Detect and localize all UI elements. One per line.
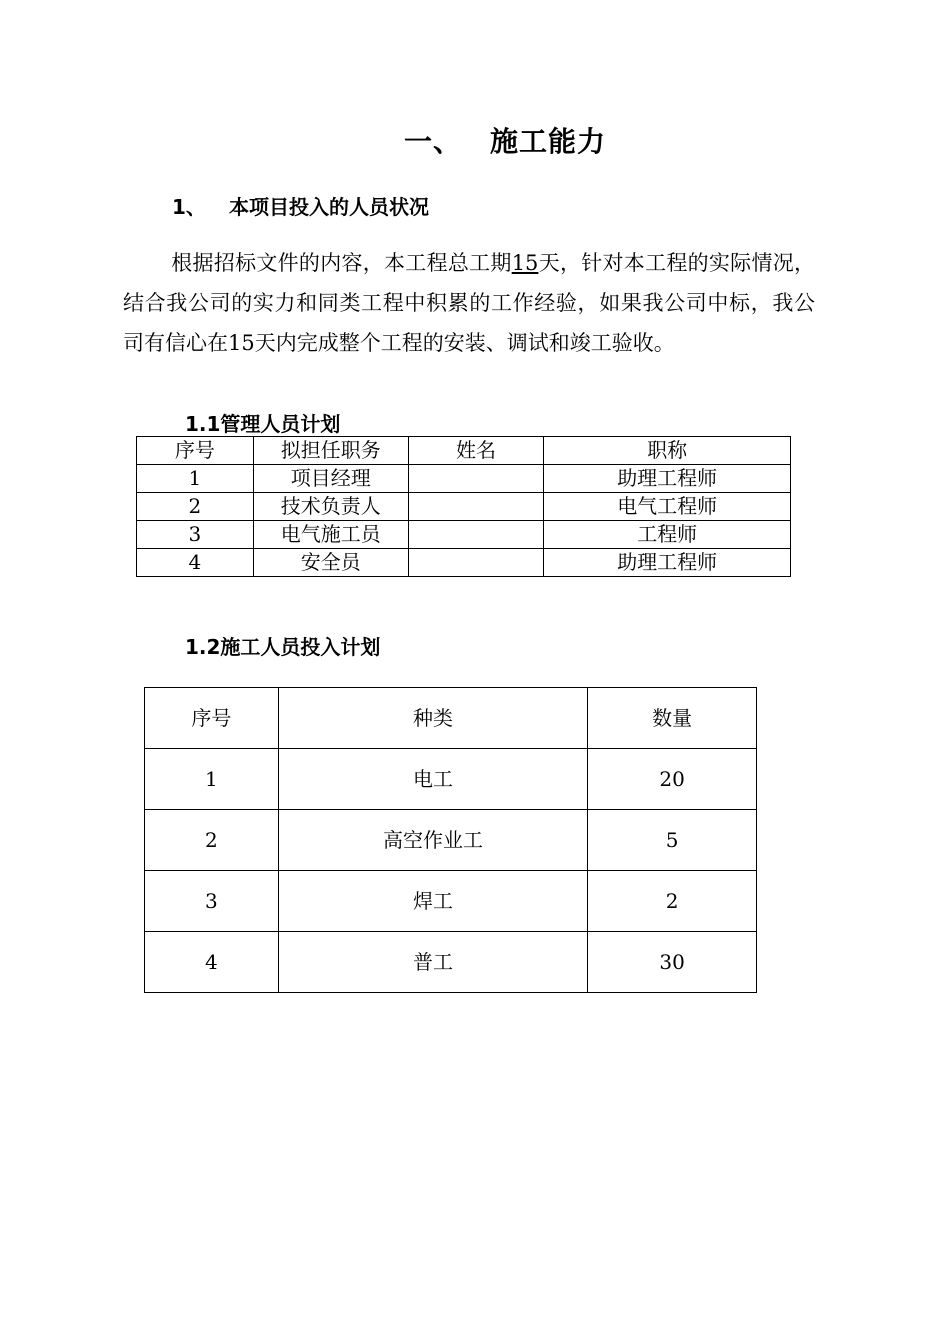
table-cell: 4: [137, 549, 254, 577]
section-heading: [0, 122, 950, 162]
table-cell: 3: [145, 871, 279, 932]
header-cell: 数量: [588, 688, 757, 749]
labor-plan-table: [144, 687, 757, 993]
table-cell: 1: [137, 465, 254, 493]
table-cell: 助理工程师: [544, 465, 791, 493]
table-cell: 2: [145, 810, 279, 871]
table-cell: 5: [588, 810, 757, 871]
table-cell: 焊工: [278, 871, 587, 932]
table-cell: 30: [588, 932, 757, 993]
table-cell: 20: [588, 749, 757, 810]
table-cell: 电气施工员: [253, 521, 408, 549]
table-cell: 电工: [278, 749, 587, 810]
table-cell: 项目经理: [253, 465, 408, 493]
duration-value: 15: [511, 251, 539, 275]
table-cell: 2: [137, 493, 254, 521]
header-cell: 种类: [278, 688, 587, 749]
management-plan-table: [136, 436, 791, 577]
table-cell: 助理工程师: [544, 549, 791, 577]
table-cell: 2: [588, 871, 757, 932]
table-cell: 电气工程师: [544, 493, 791, 521]
subsection-number: 1、: [172, 195, 206, 219]
table-cell: [408, 521, 544, 549]
table-row: [145, 810, 757, 871]
table-cell: 技术负责人: [253, 493, 408, 521]
header-cell: 拟担任职务: [253, 437, 408, 465]
paragraph-text-after: 天，针对本工程的实际情况，结合我公司的实力和同类工程中积累的工作经验，如果我公司中标，我公司有信心在15天内完成整个工程的安装、调试和竣工验收。: [123, 251, 816, 355]
section-number: 一、: [403, 125, 462, 158]
table-cell: 工程师: [544, 521, 791, 549]
table-cell: [408, 493, 544, 521]
table-row: [137, 521, 791, 549]
subsection-title: 本项目投入的人员状况: [229, 195, 429, 219]
table-cell: [408, 465, 544, 493]
table-row: [137, 465, 791, 493]
table-header-row: [145, 688, 757, 749]
header-cell: 职称: [544, 437, 791, 465]
header-cell: 序号: [137, 437, 254, 465]
table-row: [137, 549, 791, 577]
table-cell: 1: [145, 749, 279, 810]
table-row: [145, 932, 757, 993]
paragraph-text-before: 根据招标文件的内容，本工程总工期: [171, 251, 512, 275]
header-cell: 姓名: [408, 437, 544, 465]
management-plan-title: 1.1管理人员计划: [185, 412, 341, 436]
table-cell: [408, 549, 544, 577]
table-cell: 普工: [278, 932, 587, 993]
table-row: [145, 749, 757, 810]
table-cell: 高空作业工: [278, 810, 587, 871]
header-cell: 序号: [145, 688, 279, 749]
table-row: [145, 871, 757, 932]
subsection-heading: [172, 192, 429, 222]
labor-plan-title: 1.2施工人员投入计划: [185, 635, 381, 659]
table-cell: 安全员: [253, 549, 408, 577]
table-header-row: [137, 437, 791, 465]
table-row: [137, 493, 791, 521]
intro-paragraph: [123, 243, 815, 363]
table-cell: 4: [145, 932, 279, 993]
section-title: 施工能力: [490, 125, 607, 158]
table-cell: 3: [137, 521, 254, 549]
